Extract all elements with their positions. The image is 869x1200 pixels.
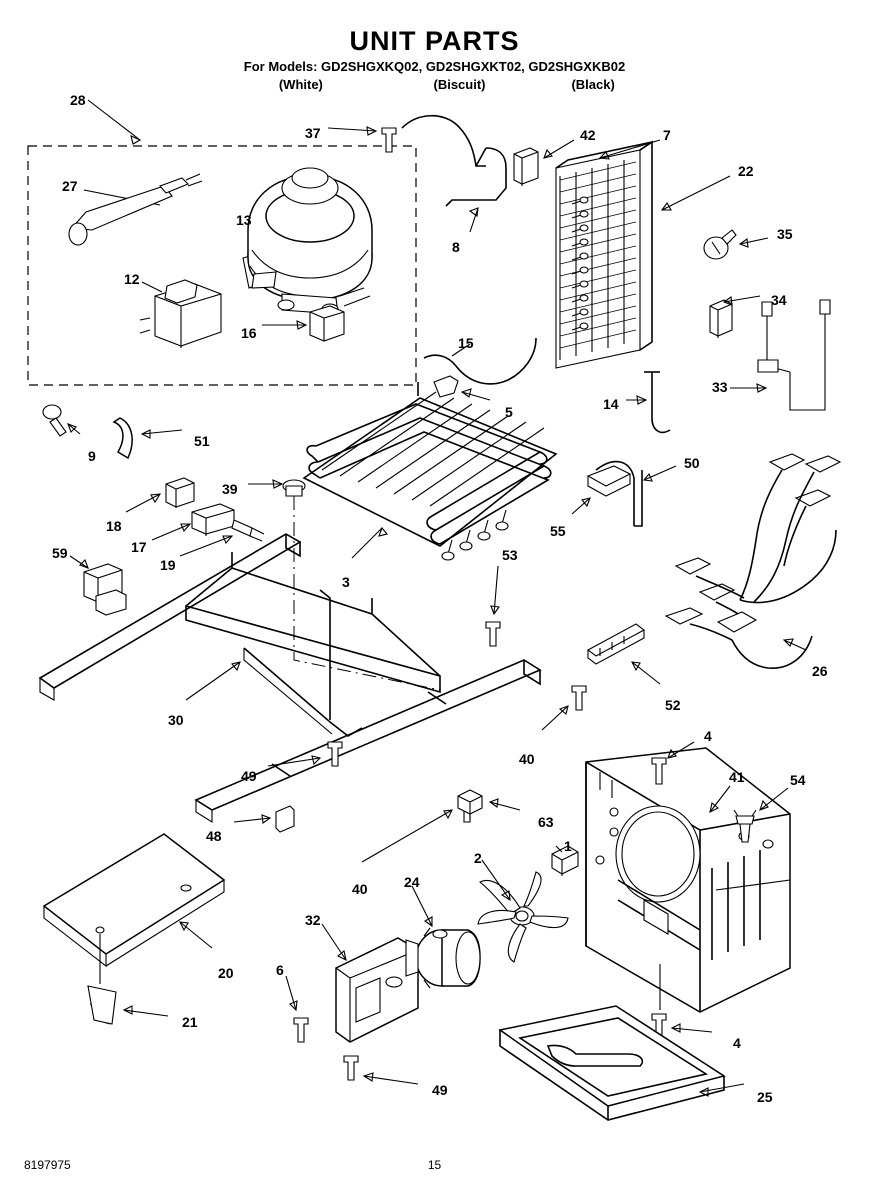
callout-16: 16 (241, 325, 257, 341)
part-20-pan (44, 834, 224, 984)
callout-4: 4 (704, 728, 712, 744)
part-14-hook (626, 372, 670, 432)
callout-6: 6 (276, 962, 284, 978)
part-15-tube (424, 338, 536, 400)
callout-2: 2 (474, 850, 482, 866)
callout-41: 41 (729, 769, 745, 785)
part-3-condenser-coil (304, 382, 556, 560)
part-53-screw (486, 566, 500, 646)
part-52-strip (588, 624, 660, 684)
callout-26: 26 (812, 663, 828, 679)
callout-48: 48 (206, 828, 222, 844)
callout-19: 19 (160, 557, 176, 573)
color-biscuit: (Biscuit) (433, 77, 486, 92)
page-number: 15 (427, 1158, 442, 1172)
part-25-drain-pan (500, 1006, 744, 1120)
part-51-hose (114, 418, 182, 458)
parts-33-34-rods (710, 296, 830, 410)
callout-22: 22 (738, 163, 754, 179)
part-59-connector (70, 556, 126, 615)
callout-8: 8 (452, 239, 460, 255)
part-6-screw (286, 976, 308, 1042)
callout-7: 7 (663, 127, 671, 143)
callout-40-b: 40 (352, 881, 368, 897)
part-48-clip (234, 806, 294, 832)
part-9-plug (43, 405, 80, 436)
part-32-bracket (322, 924, 418, 1042)
models-label: For Models: GD2SHGXKQ02, GD2SHGXKT02, GD2SHGXKB02 (243, 59, 626, 74)
callout-1: 1 (564, 838, 572, 854)
callout-37: 37 (305, 125, 321, 141)
callout-59: 59 (52, 545, 68, 561)
part-37-screw (328, 127, 396, 152)
part-27-drier (69, 174, 202, 245)
callout-24: 24 (404, 874, 420, 890)
part-8-tube (402, 116, 506, 232)
part-1-unit-housing (552, 748, 790, 1012)
callout-9: 9 (88, 448, 96, 464)
callout-25: 25 (757, 1089, 773, 1105)
part-12-relay (140, 280, 221, 348)
callout-12: 12 (124, 271, 140, 287)
part-21-spring (88, 986, 168, 1024)
callout-51: 51 (194, 433, 210, 449)
callout-35: 35 (777, 226, 793, 242)
callout-18: 18 (106, 518, 122, 534)
document-number: 8197975 (24, 1158, 71, 1172)
part-40-screw-a (542, 686, 586, 730)
color-white: (White) (278, 77, 323, 92)
callout-17: 17 (131, 539, 147, 555)
callout-32: 32 (305, 912, 321, 928)
callout-15: 15 (458, 335, 474, 351)
callout-63: 63 (538, 814, 554, 830)
callout-4-b: 4 (733, 1035, 741, 1051)
color-black: (Black) (571, 77, 615, 92)
part-24-motor (406, 886, 480, 988)
callout-50: 50 (684, 455, 700, 471)
callout-40: 40 (519, 751, 535, 767)
callout-33: 33 (712, 379, 728, 395)
callout-52: 52 (665, 697, 681, 713)
callout-49-b: 49 (432, 1082, 448, 1098)
callout-55: 55 (550, 523, 566, 539)
callout-53: 53 (502, 547, 518, 563)
part-49-screw-b (344, 1056, 418, 1084)
callout-30: 30 (168, 712, 184, 728)
callout-14: 14 (603, 396, 619, 412)
part-26-wire-harness (666, 454, 840, 668)
callout-34: 34 (771, 292, 787, 308)
callout-27: 27 (62, 178, 78, 194)
part-2-fan-blade (478, 860, 568, 962)
callout-13: 13 (236, 212, 252, 228)
callout-49: 49 (241, 768, 257, 784)
callout-42: 42 (580, 127, 596, 143)
condenser-assembly (556, 140, 730, 368)
callout-20: 20 (218, 965, 234, 981)
part-35-grommet (704, 230, 768, 259)
part-40-screw-b (362, 798, 474, 862)
compressor-body (248, 168, 372, 314)
callout-5: 5 (505, 404, 513, 420)
part-55-bracket (572, 466, 630, 514)
page-title: UNIT PARTS (349, 26, 520, 56)
callout-28: 28 (70, 92, 86, 108)
callout-3: 3 (342, 574, 350, 590)
callout-54: 54 (790, 772, 806, 788)
callout-21: 21 (182, 1014, 198, 1030)
callout-39: 39 (222, 481, 238, 497)
